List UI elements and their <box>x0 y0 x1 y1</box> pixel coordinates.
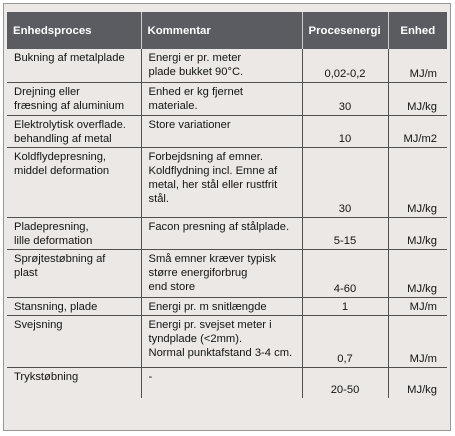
comment-line: Koldflydning incl. Emne af <box>148 164 278 177</box>
energy-cell: 30 <box>302 82 388 115</box>
comment-cell <box>141 217 302 249</box>
table-row <box>7 297 447 315</box>
process-cell <box>7 217 141 249</box>
table-row <box>7 49 447 82</box>
comment-line: Enhed er kg fjernet <box>148 85 244 98</box>
process-line: Stansning, plade <box>14 300 98 313</box>
process-line: Sprøjtestøbning af <box>14 252 106 265</box>
unit-cell: MJ/m2 <box>388 115 447 147</box>
unit-cell: MJ/kg <box>388 82 447 115</box>
process-cell <box>7 115 141 147</box>
process-energy-table <box>7 12 447 398</box>
comment-line: Normal punktafstand 3-4 cm. <box>148 346 293 359</box>
energy-cell: 0,7 <box>302 315 388 367</box>
table-row <box>7 217 447 249</box>
process-cell <box>7 297 141 315</box>
comment-cell <box>141 82 302 115</box>
header-row <box>7 12 447 49</box>
process-line: fræsning af aluminium <box>14 99 125 112</box>
comment-line: plade bukket 90°C. <box>148 66 244 78</box>
energy-cell: 30 <box>302 147 388 217</box>
process-line: Koldflydepresning, <box>14 150 107 163</box>
comment-cell <box>141 367 302 398</box>
energy-cell: 10 <box>302 115 388 147</box>
process-line: Pladepresning, <box>14 220 89 233</box>
header-enhedsproces: Enhedsproces <box>7 12 141 49</box>
comment-line: metal, her stål eller rustfrit <box>148 178 278 191</box>
table-row <box>7 315 447 367</box>
comment-cell <box>141 147 302 217</box>
table-row <box>7 367 447 398</box>
process-line: Drejning eller <box>14 85 80 98</box>
process-cell <box>7 49 141 82</box>
energy-cell: 1 <box>302 297 388 315</box>
unit-cell: MJ/kg <box>388 249 447 297</box>
process-line: plast <box>14 266 38 279</box>
unit-cell: MJ/kg <box>388 217 447 249</box>
comment-line: end store <box>148 280 196 293</box>
unit-cell: MJ/m <box>388 297 447 315</box>
comment-cell <box>141 115 302 147</box>
energy-cell: 0,02-0,2 <box>302 49 388 82</box>
header-kommentar: Kommentar <box>141 12 302 49</box>
process-line: Trykstøbning <box>14 370 79 383</box>
comment-line: Forbejdsning af emner. <box>148 150 263 163</box>
comment-line: Energi pr. svejset meter i <box>148 318 272 331</box>
process-cell <box>7 249 141 297</box>
comment-cell <box>141 249 302 297</box>
comment-line: Energi pr. m snitlængde <box>148 300 267 313</box>
unit-cell: MJ/m <box>388 49 447 82</box>
comment-line: Facon presning af stålplade. <box>148 220 290 233</box>
comment-line: Store variationer <box>148 118 231 131</box>
comment-cell <box>141 315 302 367</box>
process-cell <box>7 147 141 217</box>
energy-cell: 4-60 <box>302 249 388 297</box>
unit-cell: MJ/kg <box>407 384 437 396</box>
table-row <box>7 115 447 147</box>
comment-line: - <box>148 370 153 383</box>
comment-line: materiale. <box>148 99 198 112</box>
process-line: Svejsning <box>14 318 63 331</box>
comment-cell <box>141 49 302 82</box>
header-procesenergi: Procesenergi <box>302 12 388 49</box>
table-row <box>7 249 447 297</box>
process-line: behandling af metal <box>14 132 112 145</box>
unit-cell: MJ/kg <box>388 147 447 217</box>
table-sheet <box>3 3 451 431</box>
process-line: lille deformation <box>14 234 93 247</box>
energy-cell: 5-15 <box>302 217 388 249</box>
unit-cell: MJ/m <box>388 315 447 367</box>
header-enhed: Enhed <box>388 12 447 49</box>
comment-cell <box>141 297 302 315</box>
process-line: middel deformation <box>14 164 110 177</box>
table-row <box>7 82 447 115</box>
process-cell <box>7 315 141 367</box>
process-cell <box>7 82 141 115</box>
table-row <box>7 147 447 217</box>
comment-line: tyndplade (<2mm). <box>148 332 243 345</box>
process-line: Elektrolytisk overflade. <box>14 118 126 131</box>
process-line: Bukning af metalplade <box>14 52 125 64</box>
comment-line: Energi er pr. meter <box>148 52 242 64</box>
comment-line: større energiforbrug <box>148 266 248 279</box>
comment-line: Små emner kræver typisk <box>148 252 276 265</box>
process-cell <box>7 367 141 398</box>
table-body <box>7 49 447 398</box>
comment-line: stål. <box>148 192 170 205</box>
energy-cell: 20-50 <box>302 367 388 398</box>
